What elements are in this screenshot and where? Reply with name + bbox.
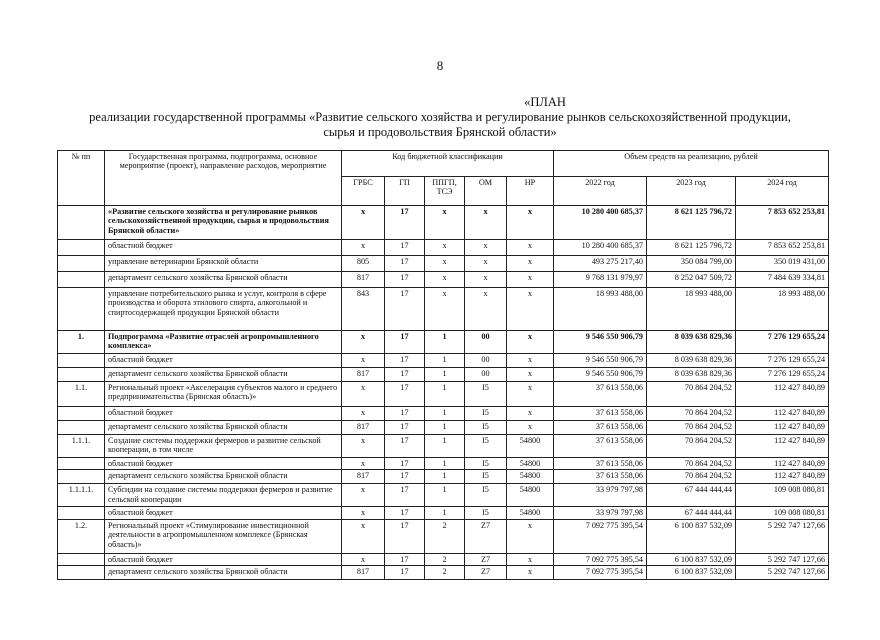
cell-ppgp: 2: [425, 519, 465, 553]
cell-ppgp: 1: [425, 382, 465, 407]
cell-grbs: х: [342, 407, 385, 421]
cell-om: I5: [465, 421, 507, 435]
header-grbs: ГРБС: [342, 177, 385, 206]
cell-y2023: 6 100 837 532,09: [647, 519, 736, 553]
cell-gp: 17: [385, 256, 425, 272]
table-row: [58, 354, 829, 368]
cell-name: департамент сельского хозяйства Брянской области: [105, 470, 342, 484]
header-name: Государственная программа, подпрограмма, основное мероприятие (проект), направление расходов, мероприятие: [105, 151, 342, 206]
cell-y2024: 7 276 129 655,24: [736, 354, 829, 368]
cell-y2022: 37 613 558,06: [554, 435, 647, 458]
cell-nr: х: [507, 519, 554, 553]
cell-y2022: 37 613 558,06: [554, 421, 647, 435]
cell-nr: х: [507, 354, 554, 368]
cell-y2023: 6 100 837 532,09: [647, 566, 736, 580]
cell-y2024: 5 292 747 127,66: [736, 566, 829, 580]
title-line-1: «ПЛАН: [524, 95, 566, 109]
cell-y2024: 109 008 080,81: [736, 507, 829, 519]
cell-nr: х: [507, 553, 554, 565]
cell-om: Z7: [465, 566, 507, 580]
cell-grbs: х: [342, 519, 385, 553]
cell-grbs: 805: [342, 256, 385, 272]
title-line-2: реализации государственной программы «Развитие сельского хозяйства и регулирование рынков сельскохозяйственной продукции,: [89, 110, 791, 124]
cell-name: областной бюджет: [105, 553, 342, 565]
cell-y2023: 70 864 204,52: [647, 382, 736, 407]
cell-gp: 17: [385, 407, 425, 421]
cell-gp: 17: [385, 507, 425, 519]
cell-y2024: 5 292 747 127,66: [736, 553, 829, 565]
cell-om: I5: [465, 507, 507, 519]
cell-y2023: 350 084 799,00: [647, 256, 736, 272]
cell-name: «Развитие сельского хозяйства и регулирование рынков сельскохозяйственной продукции, сырья и продовольствия Брянской области»: [105, 206, 342, 240]
cell-name: Создание системы поддержки фермеров и развитие сельской кооперации, в том числе: [105, 435, 342, 458]
cell-nr: х: [507, 331, 554, 354]
table-row: [58, 519, 829, 553]
table-row: [58, 507, 829, 519]
cell-ppgp: 1: [425, 458, 465, 470]
cell-y2024: 5 292 747 127,66: [736, 519, 829, 553]
cell-gp: 17: [385, 354, 425, 368]
header-nr: НР: [507, 177, 554, 206]
cell-gp: 17: [385, 368, 425, 382]
header-gp: ГП: [385, 177, 425, 206]
cell-grbs: х: [342, 458, 385, 470]
document-title: [0, 95, 880, 140]
cell-y2022: 37 613 558,06: [554, 382, 647, 407]
cell-nr: 54800: [507, 470, 554, 484]
table-row: [58, 206, 829, 240]
cell-nr: 54800: [507, 458, 554, 470]
cell-ppgp: 2: [425, 553, 465, 565]
cell-num: [58, 421, 105, 435]
cell-grbs: х: [342, 507, 385, 519]
cell-name: управление ветеринарии Брянской области: [105, 256, 342, 272]
cell-y2023: 18 993 488,00: [647, 288, 736, 331]
cell-y2023: 70 864 204,52: [647, 435, 736, 458]
cell-grbs: 817: [342, 272, 385, 288]
table-row: [58, 288, 829, 331]
cell-y2022: 9 768 131 979,97: [554, 272, 647, 288]
cell-y2024: 7 276 129 655,24: [736, 331, 829, 354]
cell-y2022: 18 993 488,00: [554, 288, 647, 331]
title-line-3: сырья и продовольствия Брянской области»: [323, 125, 557, 139]
cell-om: 00: [465, 368, 507, 382]
cell-y2023: 8 252 047 509,72: [647, 272, 736, 288]
cell-ppgp: 1: [425, 470, 465, 484]
cell-ppgp: 1: [425, 354, 465, 368]
page-number: 8: [436, 58, 444, 73]
table-row: [58, 256, 829, 272]
cell-gp: 17: [385, 240, 425, 256]
header-2022: 2022 год: [554, 177, 647, 206]
cell-name: Региональный проект «Акселерация субъектов малого и среднего предпринимательства (Брянская область)»: [105, 382, 342, 407]
table-row: [58, 435, 829, 458]
cell-nr: х: [507, 368, 554, 382]
cell-om: I5: [465, 484, 507, 507]
cell-y2022: 9 546 550 906,79: [554, 368, 647, 382]
cell-y2023: 70 864 204,52: [647, 470, 736, 484]
cell-num: [58, 458, 105, 470]
cell-y2023: 8 621 125 796,72: [647, 240, 736, 256]
cell-name: департамент сельского хозяйства Брянской области: [105, 566, 342, 580]
table-row: [58, 368, 829, 382]
budget-plan-table: [57, 150, 829, 580]
cell-y2024: 112 427 840,89: [736, 382, 829, 407]
header-2024: 2024 год: [736, 177, 829, 206]
cell-gp: 17: [385, 519, 425, 553]
table-row: [58, 484, 829, 507]
table-row: [58, 566, 829, 580]
cell-gp: 17: [385, 435, 425, 458]
cell-om: 00: [465, 354, 507, 368]
cell-om: х: [465, 206, 507, 240]
cell-y2022: 33 979 797,98: [554, 507, 647, 519]
cell-y2024: 112 427 840,89: [736, 435, 829, 458]
cell-num: [58, 256, 105, 272]
header-om: ОМ: [465, 177, 507, 206]
cell-om: х: [465, 288, 507, 331]
cell-grbs: х: [342, 331, 385, 354]
cell-num: [58, 240, 105, 256]
cell-ppgp: х: [425, 272, 465, 288]
cell-ppgp: х: [425, 240, 465, 256]
cell-grbs: х: [342, 240, 385, 256]
cell-num: [58, 553, 105, 565]
table-row: [58, 382, 829, 407]
cell-ppgp: 2: [425, 566, 465, 580]
table-row: [58, 553, 829, 565]
cell-num: 1.: [58, 331, 105, 354]
cell-gp: 17: [385, 382, 425, 407]
cell-y2022: 37 613 558,06: [554, 470, 647, 484]
cell-ppgp: х: [425, 256, 465, 272]
cell-y2024: 112 427 840,89: [736, 458, 829, 470]
cell-grbs: 817: [342, 368, 385, 382]
cell-om: I5: [465, 407, 507, 421]
cell-grbs: 817: [342, 421, 385, 435]
cell-y2023: 67 444 444,44: [647, 484, 736, 507]
cell-nr: х: [507, 256, 554, 272]
cell-y2022: 7 092 775 395,54: [554, 519, 647, 553]
table-row: [58, 331, 829, 354]
cell-name: областной бюджет: [105, 407, 342, 421]
cell-nr: х: [507, 272, 554, 288]
cell-y2022: 10 280 400 685,37: [554, 240, 647, 256]
cell-num: [58, 272, 105, 288]
cell-grbs: х: [342, 382, 385, 407]
table-row: [58, 421, 829, 435]
cell-y2023: 70 864 204,52: [647, 458, 736, 470]
cell-gp: 17: [385, 566, 425, 580]
cell-num: 1.1.1.1.: [58, 484, 105, 507]
cell-gp: 17: [385, 288, 425, 331]
cell-y2023: 8 621 125 796,72: [647, 206, 736, 240]
cell-ppgp: 1: [425, 421, 465, 435]
cell-y2022: 10 280 400 685,37: [554, 206, 647, 240]
cell-gp: 17: [385, 206, 425, 240]
cell-gp: 17: [385, 470, 425, 484]
cell-name: департамент сельского хозяйства Брянской области: [105, 272, 342, 288]
cell-grbs: х: [342, 553, 385, 565]
cell-ppgp: х: [425, 206, 465, 240]
cell-y2022: 37 613 558,06: [554, 458, 647, 470]
cell-om: х: [465, 240, 507, 256]
cell-num: 1.1.1.: [58, 435, 105, 458]
table-row: [58, 458, 829, 470]
cell-grbs: х: [342, 354, 385, 368]
cell-nr: х: [507, 407, 554, 421]
cell-y2022: 493 275 217,40: [554, 256, 647, 272]
cell-name: департамент сельского хозяйства Брянской области: [105, 368, 342, 382]
cell-gp: 17: [385, 553, 425, 565]
cell-gp: 17: [385, 458, 425, 470]
cell-y2024: 112 427 840,89: [736, 421, 829, 435]
header-num: № пп: [58, 151, 105, 206]
cell-om: Z7: [465, 553, 507, 565]
cell-ppgp: 1: [425, 507, 465, 519]
cell-om: 00: [465, 331, 507, 354]
cell-y2022: 33 979 797,98: [554, 484, 647, 507]
cell-om: I5: [465, 458, 507, 470]
cell-nr: х: [507, 421, 554, 435]
cell-nr: 54800: [507, 484, 554, 507]
cell-om: I5: [465, 382, 507, 407]
cell-y2024: 112 427 840,89: [736, 407, 829, 421]
cell-y2023: 6 100 837 532,09: [647, 553, 736, 565]
cell-y2023: 70 864 204,52: [647, 421, 736, 435]
cell-name: управление потребительского рынка и услуг, контроля в сфере производства и оборота этилового спирта, алкогольной и спиртосодержащей продукции Брянской области: [105, 288, 342, 331]
cell-y2023: 70 864 204,52: [647, 407, 736, 421]
cell-num: [58, 368, 105, 382]
cell-grbs: 817: [342, 470, 385, 484]
cell-num: [58, 206, 105, 240]
cell-y2023: 67 444 444,44: [647, 507, 736, 519]
cell-num: [58, 470, 105, 484]
header-code-group: Код бюджетной классификации: [342, 151, 554, 177]
header-ppgp: ППГП, ТСЭ: [425, 177, 465, 206]
cell-y2022: 7 092 775 395,54: [554, 566, 647, 580]
cell-nr: х: [507, 566, 554, 580]
cell-name: Подпрограмма «Развитие отраслей агропромышленного комплекса»: [105, 331, 342, 354]
cell-num: 1.2.: [58, 519, 105, 553]
cell-num: [58, 566, 105, 580]
cell-y2024: 112 427 840,89: [736, 470, 829, 484]
cell-y2024: 350 019 431,00: [736, 256, 829, 272]
cell-y2022: 9 546 550 906,79: [554, 331, 647, 354]
cell-ppgp: 1: [425, 407, 465, 421]
cell-num: [58, 507, 105, 519]
cell-om: Z7: [465, 519, 507, 553]
cell-grbs: х: [342, 206, 385, 240]
cell-nr: 54800: [507, 435, 554, 458]
cell-grbs: 817: [342, 566, 385, 580]
table-body: [58, 206, 829, 580]
cell-om: х: [465, 256, 507, 272]
cell-num: [58, 354, 105, 368]
cell-name: Региональный проект «Стимулирование инвестиционной деятельности в агропромышленном комплексе (Брянская область)»: [105, 519, 342, 553]
cell-y2022: 37 613 558,06: [554, 407, 647, 421]
cell-om: х: [465, 272, 507, 288]
cell-name: областной бюджет: [105, 507, 342, 519]
cell-name: областной бюджет: [105, 240, 342, 256]
cell-y2024: 7 484 639 334,81: [736, 272, 829, 288]
cell-y2024: 109 008 080,81: [736, 484, 829, 507]
cell-y2023: 8 039 638 829,36: [647, 331, 736, 354]
table-row: [58, 240, 829, 256]
cell-name: областной бюджет: [105, 354, 342, 368]
cell-gp: 17: [385, 272, 425, 288]
cell-ppgp: 1: [425, 331, 465, 354]
header-volume-group: Объем средств на реализацию, рублей: [554, 151, 829, 177]
cell-grbs: х: [342, 435, 385, 458]
cell-num: [58, 407, 105, 421]
cell-y2024: 7 853 652 253,81: [736, 206, 829, 240]
cell-gp: 17: [385, 331, 425, 354]
cell-grbs: 843: [342, 288, 385, 331]
cell-ppgp: 1: [425, 484, 465, 507]
cell-name: Субсидии на создание системы поддержки фермеров и развитие сельской кооперации: [105, 484, 342, 507]
table-row: [58, 272, 829, 288]
cell-gp: 17: [385, 484, 425, 507]
cell-y2024: 18 993 488,00: [736, 288, 829, 331]
cell-om: I5: [465, 435, 507, 458]
cell-name: департамент сельского хозяйства Брянской области: [105, 421, 342, 435]
cell-nr: 54800: [507, 507, 554, 519]
cell-ppgp: х: [425, 288, 465, 331]
table-row: [58, 470, 829, 484]
cell-num: 1.1.: [58, 382, 105, 407]
cell-nr: х: [507, 382, 554, 407]
cell-name: областной бюджет: [105, 458, 342, 470]
cell-nr: х: [507, 288, 554, 331]
header-2023: 2023 год: [647, 177, 736, 206]
cell-nr: х: [507, 206, 554, 240]
cell-ppgp: 1: [425, 368, 465, 382]
cell-y2023: 8 039 638 829,36: [647, 368, 736, 382]
cell-grbs: х: [342, 484, 385, 507]
cell-y2024: 7 853 652 253,81: [736, 240, 829, 256]
cell-ppgp: 1: [425, 435, 465, 458]
cell-y2023: 8 039 638 829,36: [647, 354, 736, 368]
cell-nr: х: [507, 240, 554, 256]
table-row: [58, 407, 829, 421]
cell-num: [58, 288, 105, 331]
cell-gp: 17: [385, 421, 425, 435]
cell-y2024: 7 276 129 655,24: [736, 368, 829, 382]
cell-y2022: 7 092 775 395,54: [554, 553, 647, 565]
cell-y2022: 9 546 550 906,79: [554, 354, 647, 368]
cell-om: I5: [465, 470, 507, 484]
